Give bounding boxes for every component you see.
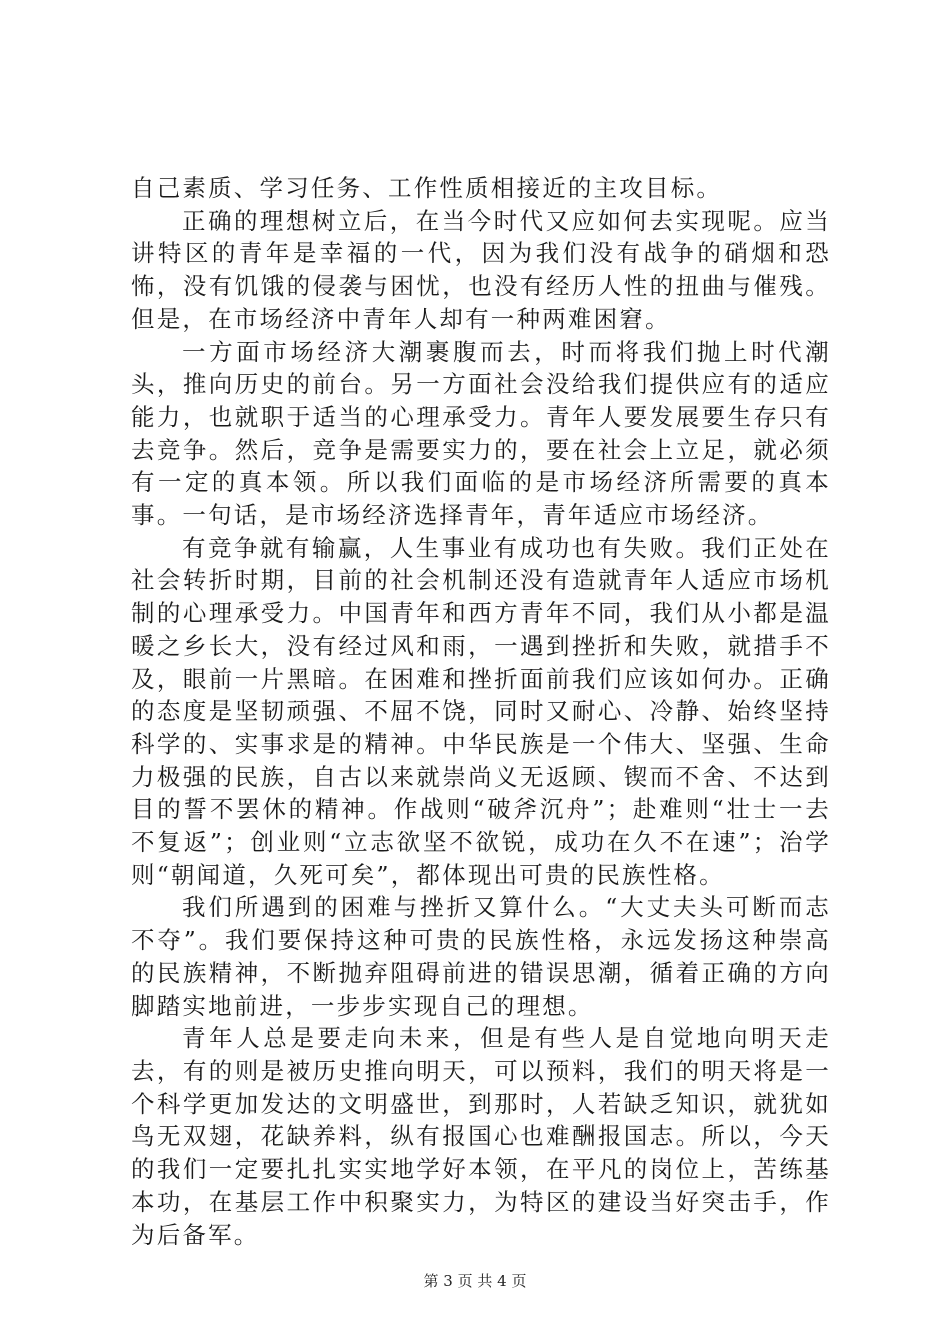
paragraph-continuation: 自己素质、学习任务、工作性质相接近的主攻目标。 <box>131 174 723 202</box>
paragraph: 我们所遇到的困难与挫折又算什么。“大丈夫头可断而志不夺”。我们要保持这种可贵的民族性格，永远发扬这种崇高的民族精神，不断抛弃阻碍前进的错误思潮，循着正确的方向脚踏实地前进，一步步实现自己的理想。 <box>131 893 831 1020</box>
paragraph: 青年人总是要走向未来，但是有些人是自觉地向明天走去，有的则是被历史推向明天，可以预料，我们的明天将是一个科学更加发达的文明盛世，到那时，人若缺乏知识，就犹如鸟无双翅，花缺养料，纵有报国心也难酬报国志。所以，今天的我们一定要扎扎实实地学好本领，在平凡的岗位上，苦练基本功，在基层工作中积聚实力，为特区的建设当好突击手，作为后备军。 <box>131 1024 831 1249</box>
page-number-footer: 第 3 页 共 4 页 <box>423 1272 527 1290</box>
paragraph: 有竞争就有输赢，人生事业有成功也有失败。我们正处在社会转折时期，目前的社会机制还没有造就青年人适应市场机制的心理承受力。中国青年和西方青年不同，我们从小都是温暖之乡长大，没有经过风和雨，一遇到挫折和失败，就措手不及，眼前一片黑暗。在困难和挫折面前我们应该如何办。正确的态度是坚韧顽强、不屈不饶，同时又耐心、冷静、始终坚持科学的、实事求是的精神。中华民族是一个伟大、坚强、生命力极强的民族，自古以来就崇尚义无返顾、锲而不舍、不达到目的誓不罢休的精神。作战则“破斧沉舟”；赴难则“壮士一去不复返”；创业则“立志欲坚不欲锐，成功在久不在速”；治学则“朝闻道，久死可矣”，都体现出可贵的民族性格。 <box>131 533 831 889</box>
paragraph: 正确的理想树立后，在当今时代又应如何去实现呢。应当讲特区的青年是幸福的一代，因为我们没有战争的硝烟和恐怖，没有饥饿的侵袭与困忧，也没有经历人性的扭曲与催残。但是，在市场经济中青年人却有一种两难困窘。 <box>131 206 831 333</box>
document-body <box>131 172 831 1251</box>
paragraph: 一方面市场经济大潮裹腹而去，时而将我们抛上时代潮头，推向历史的前台。另一方面社会没给我们提供应有的适应能力，也就职于适当的心理承受力。青年人要发展要生存只有去竞争。然后，竞争是需要实力的，要在社会上立足，就必须有一定的真本领。所以我们面临的是市场经济所需要的真本事。一句话，是市场经济选择青年，青年适应市场经济。 <box>131 337 831 530</box>
